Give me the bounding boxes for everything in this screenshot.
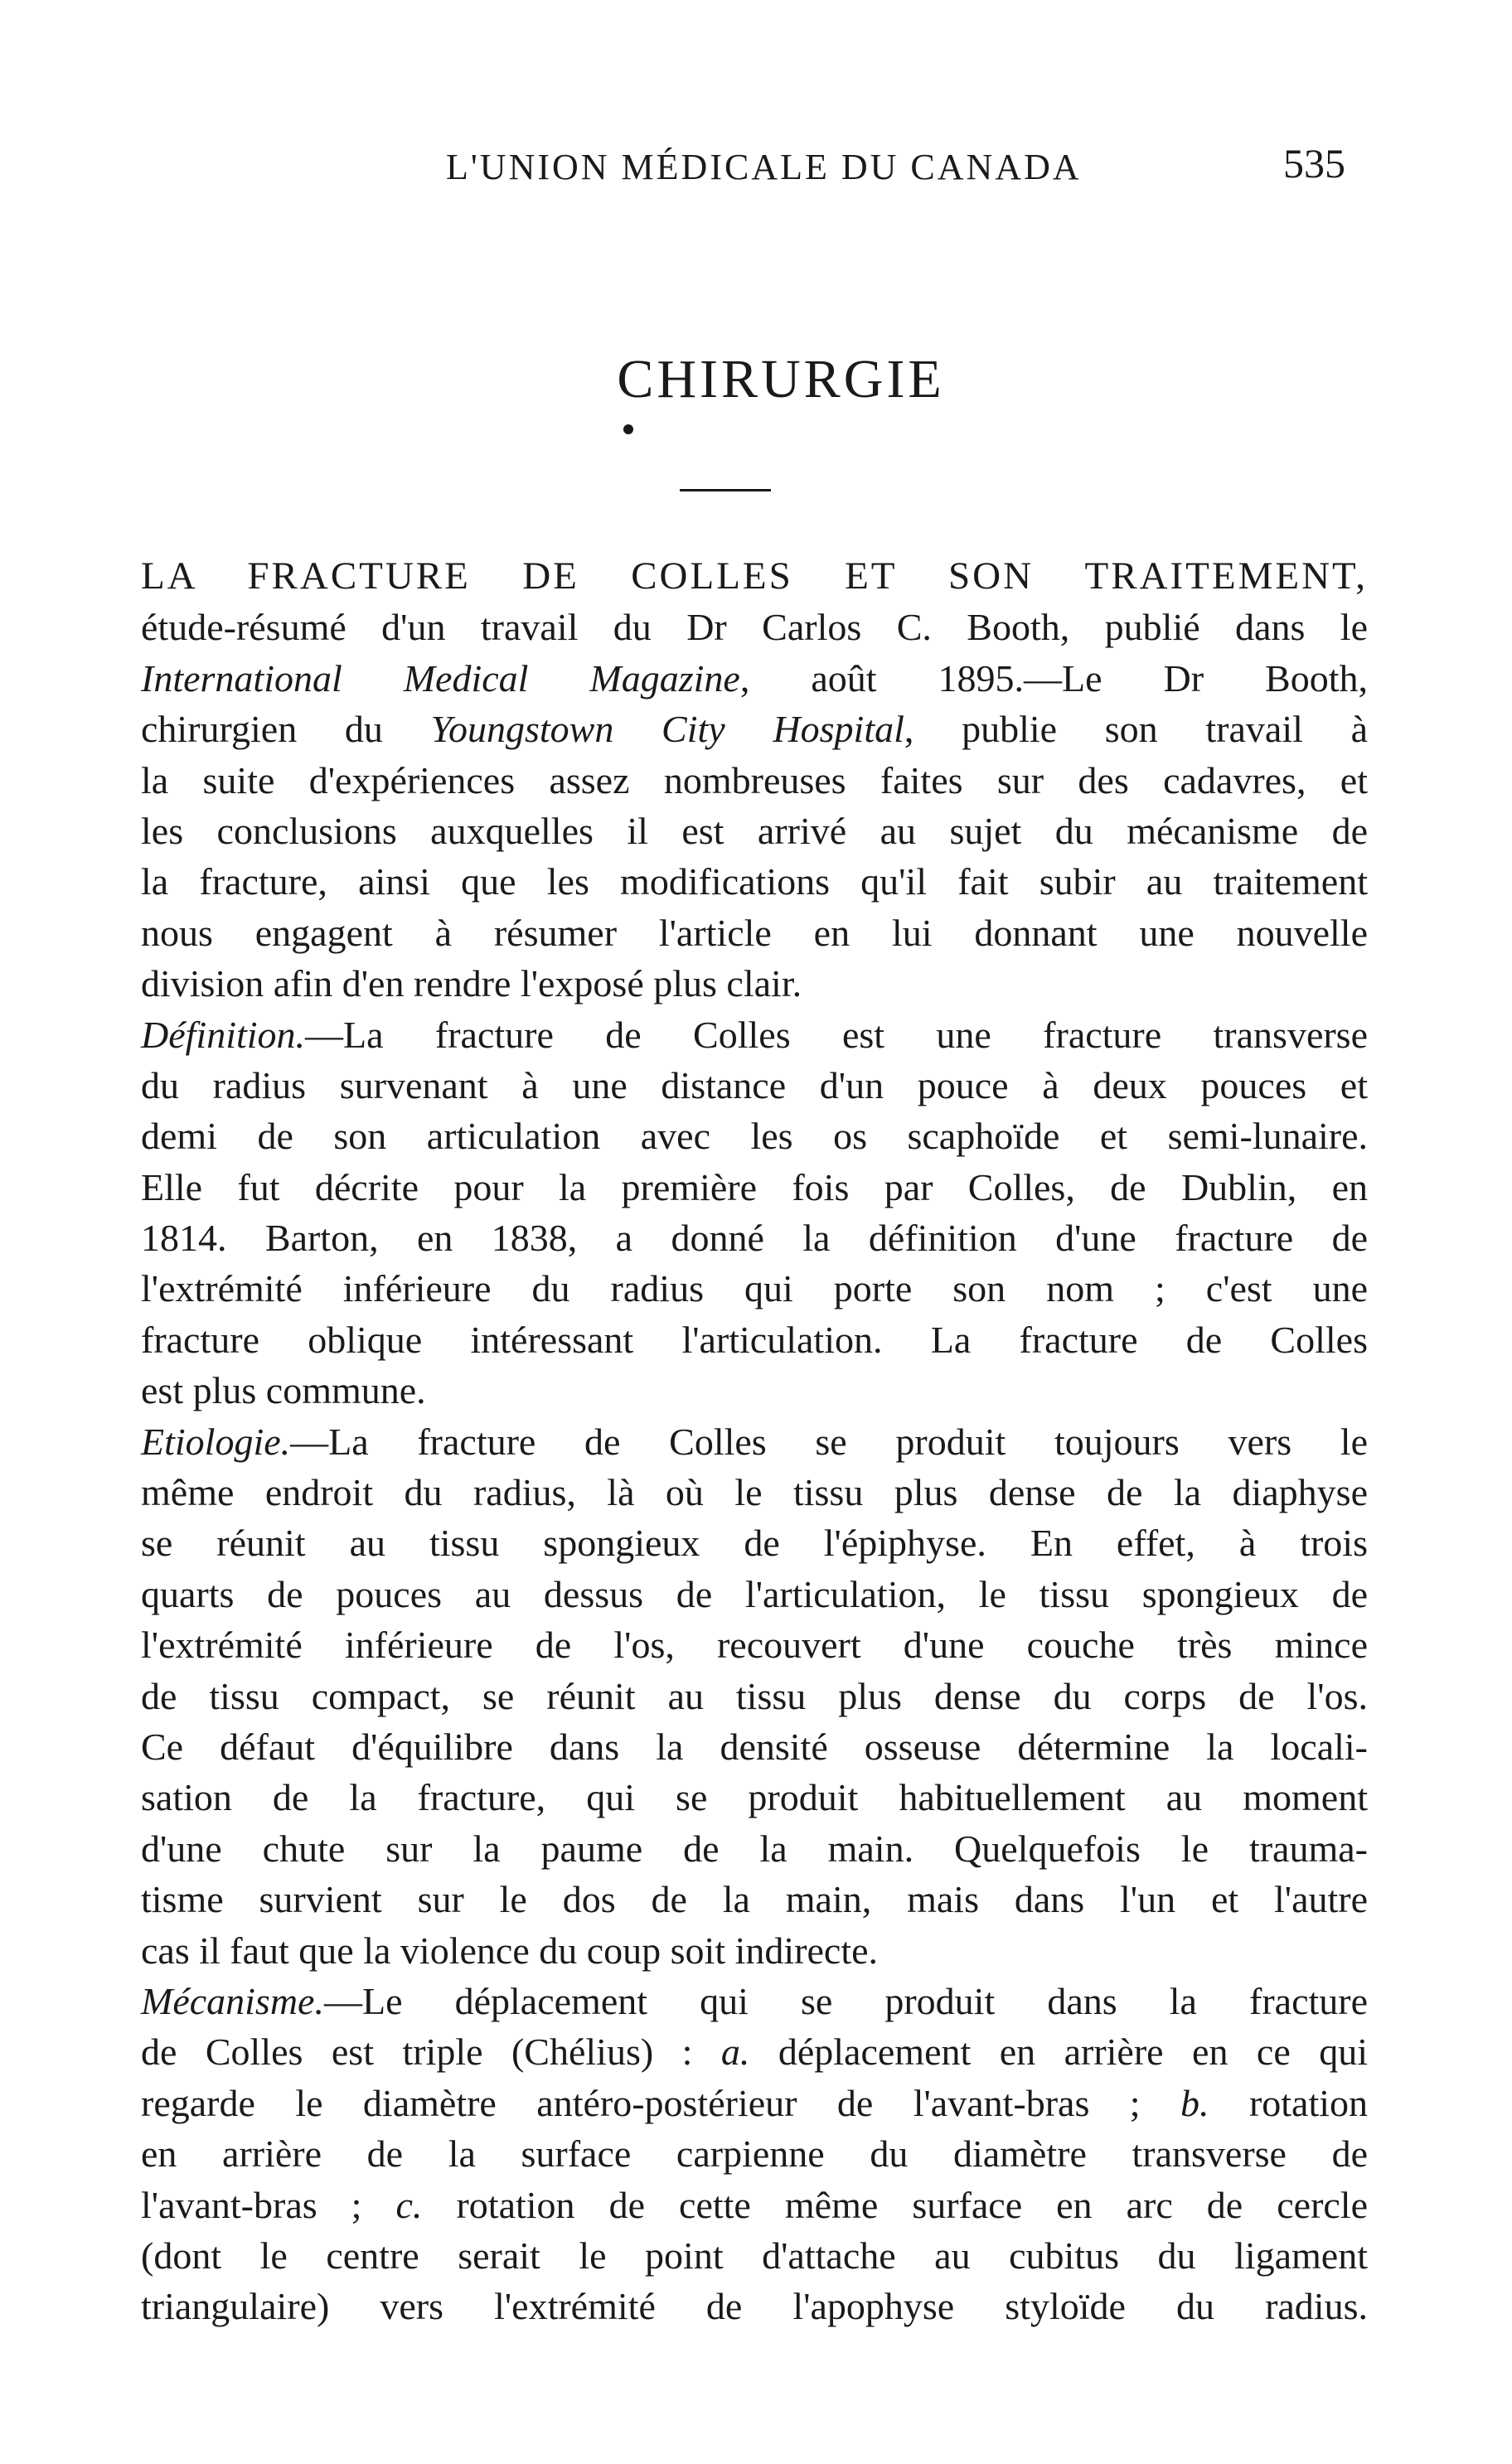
text-line: Mécanisme.—Le déplacement qui se produit dans la fracture <box>141 1979 1368 2022</box>
section-title: CHIRURGIE <box>617 349 945 409</box>
title-rule <box>680 489 771 491</box>
italic-phrase: Définition. <box>141 1013 306 1056</box>
text-line: en arrière de la surface carpienne du diamètre transverse de <box>141 2132 1368 2176</box>
text-line: 1814. Barton, en 1838, a donné la définition d'une fracture de <box>141 1217 1368 1260</box>
text-line: cas il faut que la violence du coup soit indirecte. <box>141 1929 879 1972</box>
text-line: même endroit du radius, là où le tissu plus dense de la diaphyse <box>141 1471 1368 1514</box>
text-line: se réunit au tissu spongieux de l'épiphyse. En effet, à trois <box>141 1522 1368 1565</box>
text-line: demi de son articulation avec les os scaphoïde et semi-lunaire. <box>141 1115 1368 1158</box>
text-line: l'extrémité inférieure de l'os, recouvert d'une couche très mince <box>141 1624 1368 1667</box>
text-line: LA FRACTURE DE COLLES ET SON TRAITEMENT, <box>141 554 1368 598</box>
text-line: les conclusions auxquelles il est arrivé au sujet du mécanisme de <box>141 809 1368 852</box>
text-line: triangulaire) vers l'extrémité de l'apophyse styloïde du radius. <box>141 2285 1368 2328</box>
text-line: Etiologie.—La fracture de Colles se produit toujours vers le <box>141 1420 1368 1463</box>
text-line: division afin d'en rendre l'exposé plus clair. <box>141 962 802 1005</box>
running-head: L'UNION MÉDICALE DU CANADA <box>446 147 1082 187</box>
text-line: est plus commune. <box>141 1369 426 1412</box>
text-line: Définition.—La fracture de Colles est une fracture transverse <box>141 1013 1368 1056</box>
text-line: International Medical Magazine, août 1895.—Le Dr Booth, <box>141 656 1368 700</box>
article-body <box>141 551 1368 2332</box>
text-line: fracture oblique intéressant l'articulation. La fracture de Colles <box>141 1318 1368 1361</box>
text-line: Ce défaut d'équilibre dans la densité osseuse détermine la locali- <box>141 1725 1368 1768</box>
text-line: l'avant-bras ; c. rotation de cette même surface en arc de cercle <box>141 2183 1369 2226</box>
text-line: d'une chute sur la paume de la main. Quelquefois le trauma- <box>141 1827 1368 1870</box>
text-line: regarde le diamètre antéro-postérieur de l'avant-bras ; b. rotation <box>141 2081 1369 2124</box>
text-line: quarts de pouces au dessus de l'articulation, le tissu spongieux de <box>141 1572 1368 1615</box>
text-line: Elle fut décrite pour la première fois par Colles, de Dublin, en <box>141 1165 1368 1208</box>
text-line: sation de la fracture, qui se produit habituellement au moment <box>141 1776 1368 1819</box>
page-number: 535 <box>1283 140 1345 186</box>
text-line: du radius survenant à une distance d'un pouce à deux pouces et <box>141 1063 1368 1106</box>
text-line: la fracture, ainsi que les modifications qu'il fait subir au traitement <box>141 860 1368 903</box>
italic-phrase: Etiologie. <box>141 1420 291 1463</box>
italic-phrase: Mécanisme. <box>141 1979 324 2022</box>
italic-phrase: a. <box>692 2031 778 2074</box>
text-line: (dont le centre serait le point d'attache au cubitus du ligament <box>141 2234 1368 2277</box>
italic-phrase: International Medical Magazine <box>141 656 740 700</box>
text-line: la suite d'expériences assez nombreuses faites sur des cadavres, et <box>141 758 1368 801</box>
text-line: de tissu compact, se réunit au tissu plus dense du corps de l'os. <box>141 1674 1368 1717</box>
italic-phrase: Youngstown City Hospital <box>430 708 904 751</box>
italic-phrase: b. <box>1140 2081 1249 2124</box>
text-line: de Colles est triple (Chélius) : a. déplacement en arrière en ce qui <box>141 2031 1368 2074</box>
title-ornament-dot <box>623 424 633 434</box>
text-line: chirurgien du Youngstown City Hospital, publie son travail à <box>141 708 1368 751</box>
text-line: nous engagent à résumer l'article en lui donnant une nouvelle <box>141 911 1368 954</box>
text-line: tisme survient sur le dos de la main, mais dans l'un et l'autre <box>141 1878 1368 1921</box>
italic-phrase: c. <box>361 2183 457 2226</box>
text-line: étude-résumé d'un travail du Dr Carlos C. Booth, publié dans le <box>141 606 1368 649</box>
text-line: l'extrémité inférieure du radius qui porte son nom ; c'est une <box>141 1267 1368 1310</box>
